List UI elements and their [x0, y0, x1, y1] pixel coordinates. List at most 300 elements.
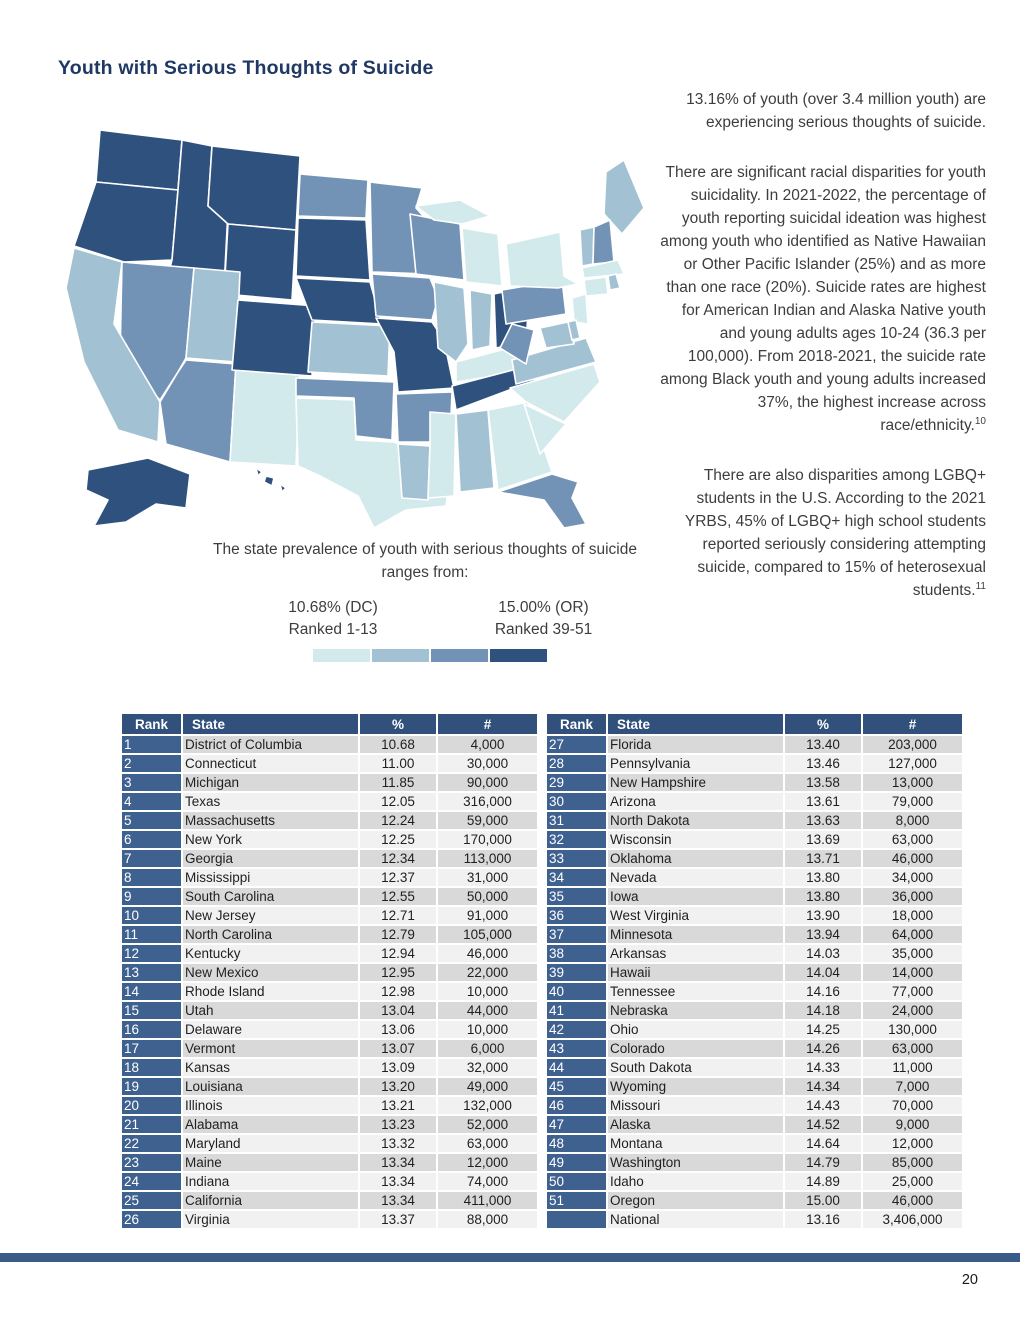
rank-cell: 1 — [122, 736, 181, 753]
state-cell: North Carolina — [183, 926, 358, 943]
state-cell: Florida — [608, 736, 783, 753]
lgbq-disparities-paragraph — [659, 464, 986, 602]
count-cell: 8,000 — [863, 812, 962, 829]
table-row — [122, 1040, 537, 1057]
state-cell: Hawaii — [608, 964, 783, 981]
percent-cell: 13.71 — [785, 850, 861, 867]
count-cell: 411,000 — [438, 1192, 537, 1209]
legend-swatch-1 — [313, 649, 370, 662]
table-row — [547, 793, 962, 810]
count-cell: 52,000 — [438, 1116, 537, 1133]
rank-cell: 12 — [122, 945, 181, 962]
column-header: State — [183, 714, 358, 734]
count-cell: 34,000 — [863, 869, 962, 886]
percent-cell: 14.18 — [785, 1002, 861, 1019]
table-row — [122, 907, 537, 924]
state-cell: Mississippi — [183, 869, 358, 886]
count-cell: 12,000 — [438, 1154, 537, 1171]
table-row — [547, 926, 962, 943]
state-cell: Montana — [608, 1135, 783, 1152]
table-row — [547, 1116, 962, 1133]
percent-cell: 12.95 — [360, 964, 436, 981]
rank-cell: 42 — [547, 1021, 606, 1038]
legend-low-rank: Ranked 1-13 — [288, 621, 378, 638]
rank-cell — [547, 1211, 606, 1228]
table-row — [122, 850, 537, 867]
legend-low-stat — [248, 597, 418, 641]
rank-cell: 41 — [547, 1002, 606, 1019]
percent-cell: 14.52 — [785, 1116, 861, 1133]
rank-cell: 18 — [122, 1059, 181, 1076]
state-cell: New Mexico — [183, 964, 358, 981]
percent-cell: 14.03 — [785, 945, 861, 962]
rank-cell: 17 — [122, 1040, 181, 1057]
rank-cell: 16 — [122, 1021, 181, 1038]
count-cell: 46,000 — [438, 945, 537, 962]
count-cell: 70,000 — [863, 1097, 962, 1114]
table-row — [122, 1021, 537, 1038]
percent-cell: 13.34 — [360, 1192, 436, 1209]
rank-cell: 21 — [122, 1116, 181, 1133]
legend-high-rank: Ranked 39-51 — [494, 621, 593, 638]
count-cell: 25,000 — [863, 1173, 962, 1190]
percent-cell: 14.43 — [785, 1097, 861, 1114]
table-row — [122, 1078, 537, 1095]
map-state-NJ — [572, 294, 588, 324]
state-cell: District of Columbia — [183, 736, 358, 753]
map-state-MS — [428, 412, 456, 498]
percent-cell: 13.21 — [360, 1097, 436, 1114]
rank-cell: 46 — [547, 1097, 606, 1114]
map-state-NM — [230, 364, 300, 466]
map-state-MT — [208, 146, 300, 230]
percent-cell: 14.34 — [785, 1078, 861, 1095]
rank-cell: 27 — [547, 736, 606, 753]
count-cell: 127,000 — [863, 755, 962, 772]
map-state-KS — [308, 322, 390, 376]
count-cell: 9,000 — [863, 1116, 962, 1133]
count-cell: 46,000 — [863, 850, 962, 867]
count-cell: 12,000 — [863, 1135, 962, 1152]
count-cell: 63,000 — [863, 831, 962, 848]
state-cell: West Virginia — [608, 907, 783, 924]
percent-cell: 12.05 — [360, 793, 436, 810]
state-cell: Wisconsin — [608, 831, 783, 848]
table-row — [122, 926, 537, 943]
footnote-10: 10 — [974, 415, 986, 427]
table-row — [547, 1059, 962, 1076]
state-cell: Tennessee — [608, 983, 783, 1000]
rank-cell: 4 — [122, 793, 181, 810]
count-cell: 4,000 — [438, 736, 537, 753]
count-cell: 74,000 — [438, 1173, 537, 1190]
table-header-row — [122, 714, 537, 734]
rank-cell: 32 — [547, 831, 606, 848]
table-row — [122, 755, 537, 772]
state-cell: Virginia — [183, 1211, 358, 1228]
state-cell: Idaho — [608, 1173, 783, 1190]
count-cell: 85,000 — [863, 1154, 962, 1171]
rank-cell: 13 — [122, 964, 181, 981]
percent-cell: 13.04 — [360, 1002, 436, 1019]
percent-cell: 13.90 — [785, 907, 861, 924]
count-cell: 63,000 — [863, 1040, 962, 1057]
count-cell: 130,000 — [863, 1021, 962, 1038]
racial-disparities-text: There are significant racial disparities for youth suicidality. In 2021-2022, the percentage of youth reporting suicidal ideation was highest among youth who identified as Native Hawaiian or Other Pacific Islander (25%) and as more than one race (20%). Suicide rates are highest for American Indian and Alaska Native youth and young adults ages 10-24 (36.3 per 100,000). From 2018-2021, the suicide rate among Black youth and young adults increased 37%, the highest increase across race/ethnicity. — [660, 164, 986, 434]
rank-cell: 5 — [122, 812, 181, 829]
count-cell: 203,000 — [863, 736, 962, 753]
table-row — [547, 983, 962, 1000]
percent-cell: 13.34 — [360, 1173, 436, 1190]
percent-cell: 13.37 — [360, 1211, 436, 1228]
footnote-11: 11 — [975, 580, 986, 592]
map-state-UT — [186, 268, 240, 362]
count-cell: 22,000 — [438, 964, 537, 981]
state-cell: Rhode Island — [183, 983, 358, 1000]
table-row — [122, 1135, 537, 1152]
percent-cell: 12.37 — [360, 869, 436, 886]
table-row — [122, 983, 537, 1000]
column-header: % — [360, 714, 436, 734]
percent-cell: 10.68 — [360, 736, 436, 753]
percent-cell: 12.25 — [360, 831, 436, 848]
column-header: # — [863, 714, 962, 734]
count-cell: 59,000 — [438, 812, 537, 829]
table-row — [547, 774, 962, 791]
state-cell: Vermont — [183, 1040, 358, 1057]
state-cell: National — [608, 1211, 783, 1228]
state-cell: Washington — [608, 1154, 783, 1171]
prevalence-text: 13.16% of youth (over 3.4 million youth) are experiencing serious thoughts of suicide. — [686, 91, 986, 131]
map-state-IN — [470, 290, 492, 350]
count-cell: 44,000 — [438, 1002, 537, 1019]
table-row — [122, 1002, 537, 1019]
state-cell: Connecticut — [183, 755, 358, 772]
table-row — [547, 1173, 962, 1190]
map-state-IA — [372, 274, 438, 320]
legend-swatch-3 — [431, 649, 488, 662]
count-cell: 3,406,000 — [863, 1211, 962, 1228]
map-state-NH — [593, 220, 614, 264]
state-cell: Arizona — [608, 793, 783, 810]
footer-divider-bar — [0, 1253, 1020, 1262]
state-cell: Texas — [183, 793, 358, 810]
percent-cell: 13.69 — [785, 831, 861, 848]
table-row — [122, 1097, 537, 1114]
table-row — [547, 1211, 962, 1228]
percent-cell: 13.09 — [360, 1059, 436, 1076]
legend-low-value: 10.68% (DC) — [288, 599, 378, 616]
rank-cell: 28 — [547, 755, 606, 772]
percent-cell: 13.23 — [360, 1116, 436, 1133]
state-cell: Nebraska — [608, 1002, 783, 1019]
percent-cell: 14.25 — [785, 1021, 861, 1038]
rank-cell: 31 — [547, 812, 606, 829]
state-cell: New Jersey — [183, 907, 358, 924]
count-cell: 88,000 — [438, 1211, 537, 1228]
percent-cell: 12.71 — [360, 907, 436, 924]
rank-cell: 47 — [547, 1116, 606, 1133]
table-row — [122, 1154, 537, 1171]
rank-cell: 34 — [547, 869, 606, 886]
rank-cell: 30 — [547, 793, 606, 810]
summary-text-column — [659, 88, 986, 629]
percent-cell: 13.94 — [785, 926, 861, 943]
map-state-WA — [96, 130, 182, 190]
rank-cell: 23 — [122, 1154, 181, 1171]
column-header: Rank — [122, 714, 181, 734]
rank-cell: 26 — [122, 1211, 181, 1228]
map-state-NY — [506, 232, 578, 288]
rank-cell: 2 — [122, 755, 181, 772]
count-cell: 7,000 — [863, 1078, 962, 1095]
page-number: 20 — [961, 1272, 978, 1288]
count-cell: 24,000 — [863, 1002, 962, 1019]
state-cell: Alabama — [183, 1116, 358, 1133]
percent-cell: 13.63 — [785, 812, 861, 829]
legend-high-value: 15.00% (OR) — [498, 599, 589, 616]
map-state-RI — [608, 274, 620, 290]
percent-cell: 14.33 — [785, 1059, 861, 1076]
rank-cell: 48 — [547, 1135, 606, 1152]
percent-cell: 13.80 — [785, 888, 861, 905]
percent-cell: 14.79 — [785, 1154, 861, 1171]
us-choropleth-map — [60, 110, 700, 530]
table-row — [122, 793, 537, 810]
percent-cell: 14.16 — [785, 983, 861, 1000]
table-row — [122, 945, 537, 962]
count-cell: 132,000 — [438, 1097, 537, 1114]
rank-cell: 51 — [547, 1192, 606, 1209]
legend-gradient-bar — [313, 649, 547, 662]
state-cell: Maryland — [183, 1135, 358, 1152]
table-row — [547, 1135, 962, 1152]
percent-cell: 13.34 — [360, 1154, 436, 1171]
percent-cell: 13.32 — [360, 1135, 436, 1152]
percent-cell: 11.85 — [360, 774, 436, 791]
count-cell: 30,000 — [438, 755, 537, 772]
count-cell: 64,000 — [863, 926, 962, 943]
map-legend-caption: The state prevalence of youth with serious thoughts of suicide ranges from: — [213, 541, 637, 581]
state-cell: Kansas — [183, 1059, 358, 1076]
rank-cell: 37 — [547, 926, 606, 943]
percent-cell: 12.55 — [360, 888, 436, 905]
state-cell: Illinois — [183, 1097, 358, 1114]
legend-swatch-4 — [490, 649, 547, 662]
map-state-AL — [456, 410, 494, 492]
state-cell: Michigan — [183, 774, 358, 791]
count-cell: 35,000 — [863, 945, 962, 962]
table-row — [547, 945, 962, 962]
count-cell: 31,000 — [438, 869, 537, 886]
percent-cell: 13.58 — [785, 774, 861, 791]
prevalence-paragraph — [659, 88, 986, 134]
count-cell: 6,000 — [438, 1040, 537, 1057]
table-row — [122, 1192, 537, 1209]
table-row — [547, 907, 962, 924]
count-cell: 11,000 — [863, 1059, 962, 1076]
table-row — [122, 774, 537, 791]
count-cell: 170,000 — [438, 831, 537, 848]
rank-cell: 22 — [122, 1135, 181, 1152]
count-cell: 46,000 — [863, 1192, 962, 1209]
state-cell: Georgia — [183, 850, 358, 867]
column-header: Rank — [547, 714, 606, 734]
table-header-row — [547, 714, 962, 734]
percent-cell: 14.89 — [785, 1173, 861, 1190]
column-header: State — [608, 714, 783, 734]
lgbq-disparities-text: There are also disparities among LGBQ+ students in the U.S. According to the 2021 YRBS, 45% of LGBQ+ high school students reported seriously considering attempting suicide, compared to 15% of heterosexual students. — [684, 467, 986, 599]
rank-cell: 39 — [547, 964, 606, 981]
rank-cell: 8 — [122, 869, 181, 886]
count-cell: 13,000 — [863, 774, 962, 791]
rank-cell: 24 — [122, 1173, 181, 1190]
map-state-LA — [398, 444, 430, 500]
rank-cell: 14 — [122, 983, 181, 1000]
count-cell: 90,000 — [438, 774, 537, 791]
map-state-CT — [584, 277, 608, 296]
table-row — [547, 755, 962, 772]
map-state-MI-lower — [462, 228, 502, 286]
state-cell: Minnesota — [608, 926, 783, 943]
rank-cell: 40 — [547, 983, 606, 1000]
state-cell: Colorado — [608, 1040, 783, 1057]
count-cell: 79,000 — [863, 793, 962, 810]
rank-cell: 36 — [547, 907, 606, 924]
percent-cell: 14.04 — [785, 964, 861, 981]
state-cell: Indiana — [183, 1173, 358, 1190]
rank-cell: 38 — [547, 945, 606, 962]
state-cell: South Dakota — [608, 1059, 783, 1076]
map-state-ND — [298, 174, 368, 218]
count-cell: 105,000 — [438, 926, 537, 943]
count-cell: 49,000 — [438, 1078, 537, 1095]
count-cell: 32,000 — [438, 1059, 537, 1076]
count-cell: 91,000 — [438, 907, 537, 924]
map-state-AK — [86, 458, 190, 526]
percent-cell: 15.00 — [785, 1192, 861, 1209]
percent-cell: 13.06 — [360, 1021, 436, 1038]
percent-cell: 13.61 — [785, 793, 861, 810]
map-state-VT — [580, 227, 594, 266]
count-cell: 10,000 — [438, 983, 537, 1000]
percent-cell: 12.94 — [360, 945, 436, 962]
map-state-SD — [296, 218, 370, 280]
percent-cell: 12.34 — [360, 850, 436, 867]
percent-cell: 11.00 — [360, 755, 436, 772]
rank-cell: 3 — [122, 774, 181, 791]
count-cell: 77,000 — [863, 983, 962, 1000]
table-row — [547, 1097, 962, 1114]
rank-cell: 15 — [122, 1002, 181, 1019]
table-row — [547, 964, 962, 981]
rank-cell: 20 — [122, 1097, 181, 1114]
percent-cell: 13.20 — [360, 1078, 436, 1095]
count-cell: 10,000 — [438, 1021, 537, 1038]
count-cell: 50,000 — [438, 888, 537, 905]
table-row — [122, 1059, 537, 1076]
state-cell: Nevada — [608, 869, 783, 886]
percent-cell: 13.80 — [785, 869, 861, 886]
rank-cell: 29 — [547, 774, 606, 791]
state-cell: North Dakota — [608, 812, 783, 829]
percent-cell: 13.40 — [785, 736, 861, 753]
percent-cell: 13.46 — [785, 755, 861, 772]
percent-cell: 12.98 — [360, 983, 436, 1000]
racial-disparities-paragraph — [659, 161, 986, 437]
percent-cell: 12.79 — [360, 926, 436, 943]
count-cell: 18,000 — [863, 907, 962, 924]
state-cell: Utah — [183, 1002, 358, 1019]
state-cell: Pennsylvania — [608, 755, 783, 772]
rank-cell: 33 — [547, 850, 606, 867]
table-row — [547, 1040, 962, 1057]
table-row — [547, 850, 962, 867]
table-row — [122, 964, 537, 981]
state-cell: Massachusetts — [183, 812, 358, 829]
count-cell: 316,000 — [438, 793, 537, 810]
rank-cell: 43 — [547, 1040, 606, 1057]
state-cell: South Carolina — [183, 888, 358, 905]
rank-cell: 19 — [122, 1078, 181, 1095]
legend-high-stat — [456, 597, 631, 641]
table-row — [122, 831, 537, 848]
legend-swatch-2 — [372, 649, 429, 662]
map-state-OR — [74, 182, 178, 262]
rank-cell: 10 — [122, 907, 181, 924]
state-cell: Iowa — [608, 888, 783, 905]
state-cell: Kentucky — [183, 945, 358, 962]
table-row — [547, 1192, 962, 1209]
state-cell: Delaware — [183, 1021, 358, 1038]
rank-cell: 35 — [547, 888, 606, 905]
count-cell: 14,000 — [863, 964, 962, 981]
state-cell: Arkansas — [608, 945, 783, 962]
state-cell: Louisiana — [183, 1078, 358, 1095]
table-row — [547, 1154, 962, 1171]
rank-table-states-27-51 — [545, 712, 964, 1230]
table-row — [122, 888, 537, 905]
rank-cell: 7 — [122, 850, 181, 867]
state-cell: New York — [183, 831, 358, 848]
percent-cell: 13.07 — [360, 1040, 436, 1057]
rank-cell: 50 — [547, 1173, 606, 1190]
rank-cell: 44 — [547, 1059, 606, 1076]
table-row — [122, 869, 537, 886]
rank-cell: 9 — [122, 888, 181, 905]
state-cell: California — [183, 1192, 358, 1209]
table-row — [122, 1211, 537, 1228]
state-cell: New Hampshire — [608, 774, 783, 791]
table-row — [547, 888, 962, 905]
table-row — [122, 1173, 537, 1190]
table-row — [122, 812, 537, 829]
rank-table-states-1-26 — [120, 712, 539, 1230]
table-row — [122, 736, 537, 753]
state-cell: Ohio — [608, 1021, 783, 1038]
percent-cell: 13.16 — [785, 1211, 861, 1228]
state-cell: Maine — [183, 1154, 358, 1171]
table-row — [547, 1078, 962, 1095]
count-cell: 63,000 — [438, 1135, 537, 1152]
state-cell: Oregon — [608, 1192, 783, 1209]
table-row — [547, 736, 962, 753]
percent-cell: 14.64 — [785, 1135, 861, 1152]
table-row — [547, 869, 962, 886]
percent-cell: 14.26 — [785, 1040, 861, 1057]
column-header: # — [438, 714, 537, 734]
map-state-HI — [256, 468, 286, 492]
